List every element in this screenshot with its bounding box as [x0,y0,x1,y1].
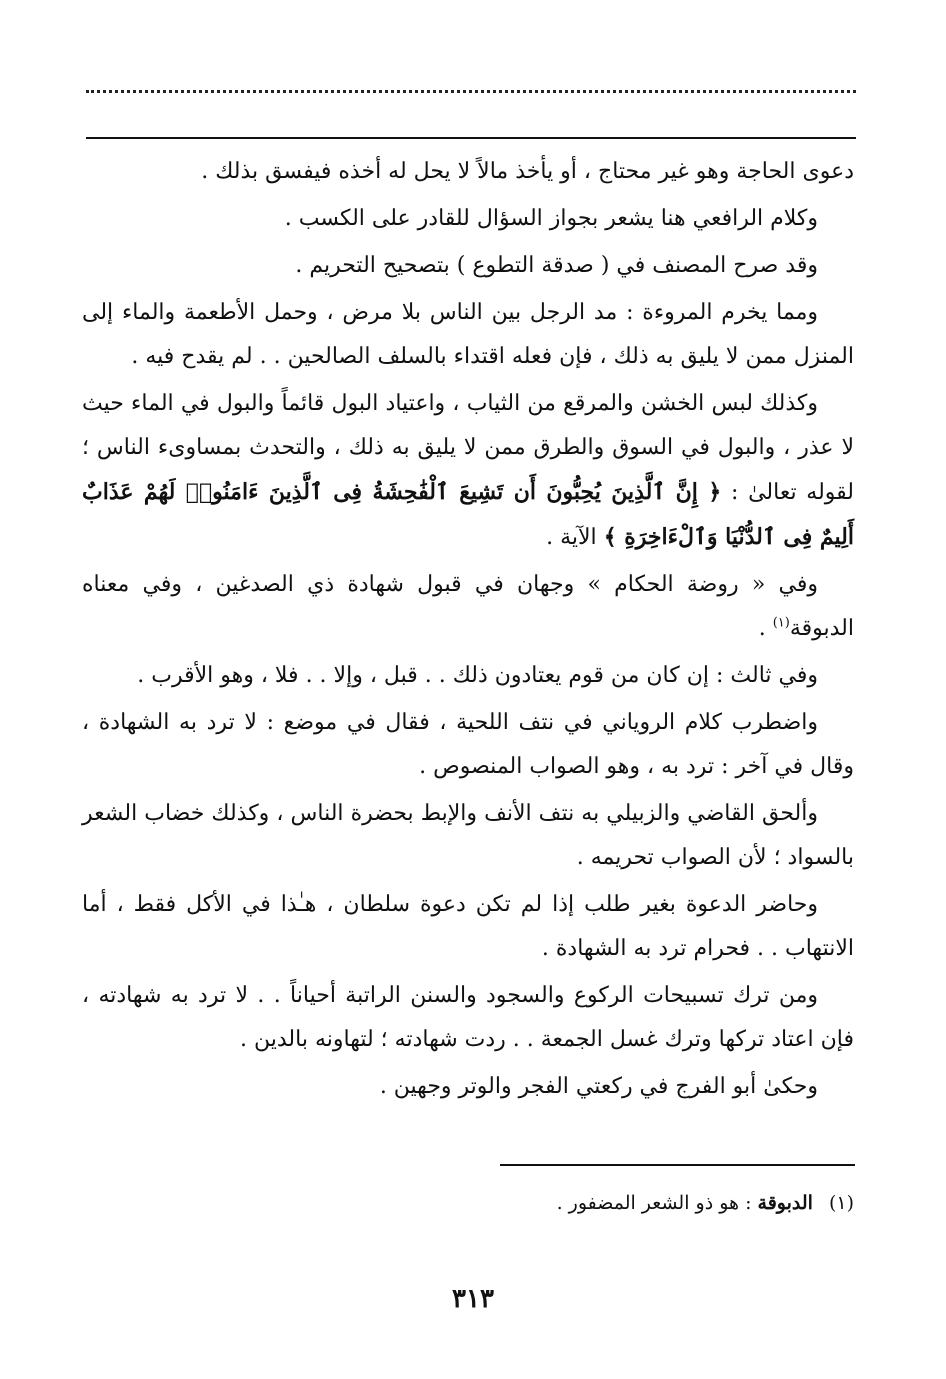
paragraph-10: وحاضر الدعوة بغير طلب إذا لم تكن دعوة سلطان ، هـٰذا في الأكل فقط ، أما الانتهاب . . فحرام ترد به الشهادة . [82,892,854,961]
paragraph-8: واضطرب كلام الروياني في نتف اللحية ، فقال في موضع : لا ترد به الشهادة ، وقال في آخر : ترد به ، وهو الصواب المنصوص . [82,710,854,779]
paragraph-4: ومما يخرم المروءة : مد الرجل بين الناس بلا مرض ، وحمل الأطعمة والماء إلى المنزل ممن لا يليق به ذلك ، فإن فعله اقتداء بالسلف الصالحين . . لم يقدح فيه . [82,300,854,369]
paragraph-6-text: وفي « روضة الحكام » وجهان في قبول شهادة ذي الصدغين ، وفي معناه الدبوقة [82,572,854,641]
paragraph-2: وكلام الرافعي هنا يشعر بجواز السؤال للقادر على الكسب . [284,206,818,231]
paragraph-5-tail: الآية . [546,525,597,550]
footnote [154,1188,854,1218]
paragraph-5-text: وكذلك لبس الخشن والمرقع من الثياب ، واعتياد البول قائماً والبول في الماء حيث لا عذر ، والبول في السوق والطرق ممن لا يليق به ذلك ، والتحدث بمساوىء الناس ؛ لقوله تعالىٰ : [82,391,854,505]
footnote-number: (١) [828,1192,854,1214]
header-rule [86,137,856,139]
footnote-term: الدبوقة [757,1192,813,1214]
paragraph-7: وفي ثالث : إن كان من قوم يعتادون ذلك . . قبل ، وإلا . . فلا ، وهو الأقرب . [137,663,818,688]
header-dotted-rule [86,90,856,93]
quran-verse: ﴿ إِنَّ ٱلَّذِينَ يُحِبُّونَ أَن تَشِيعَ ٱلْفَٰحِشَةُ فِى ٱلَّذِينَ ءَامَنُوا۟ لَهُمْ عَذَابٌ أَلِيمٌ فِى ٱلدُّنْيَا وَٱلْءَاخِرَةِ ﴾ [82,479,854,550]
paragraph-3: وقد صرح المصنف في ( صدقة التطوع ) بتصحيح التحريم . [295,253,818,278]
footnote-reference[interactable]: (١) [772,615,790,631]
paragraph-6 [82,563,854,651]
page-number: ٣١٣ [452,1284,494,1314]
paragraph-9: وألحق القاضي والزبيلي به نتف الأنف والإبط بحضرة الناس ، وكذلك خضاب الشعر بالسواد ؛ لأن الصواب تحريمه . [82,801,854,870]
paragraph-1: دعوى الحاجة وهو غير محتاج ، أو يأخذ مالاً لا يحل له أخذه فيفسق بذلك . [201,159,854,184]
paragraph-11: ومن ترك تسبيحات الركوع والسجود والسنن الراتبة أحياناً . . لا ترد به شهادته ، فإن اعتاد تركها وترك غسل الجمعة . . ردت شهادته ؛ لتهاونه بالدين . [82,983,854,1052]
paragraph-6-tail: . [758,616,773,641]
main-text [82,150,854,1112]
footnote-text: : هو ذو الشعر المضفور . [556,1192,758,1214]
paragraph-5 [82,382,854,560]
paragraph-12: وحكىٰ أبو الفرج في ركعتي الفجر والوتر وجهين . [379,1074,818,1099]
footnote-separator [500,1164,855,1166]
